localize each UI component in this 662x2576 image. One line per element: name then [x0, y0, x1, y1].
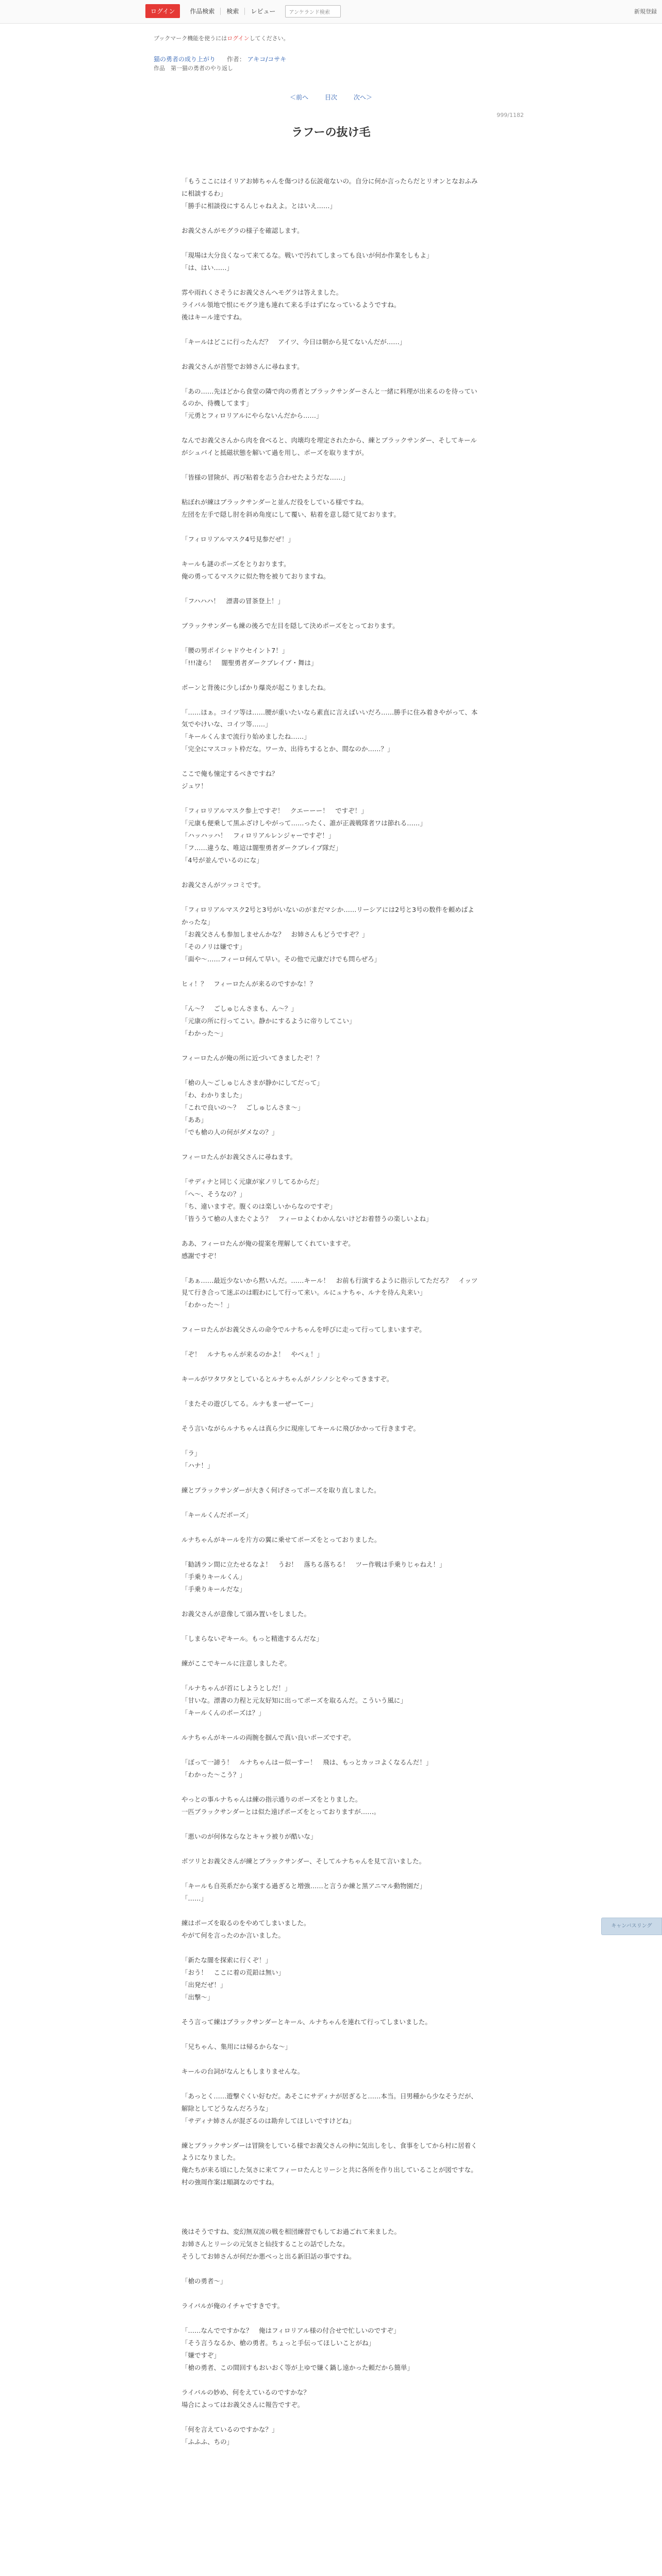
notice-text-after: してください。 [249, 35, 289, 42]
novel-paragraph [181, 521, 481, 533]
novel-paragraph: 「何を言えているのですかな？」 [181, 2426, 278, 2433]
novel-paragraph: ヒィ！？ フィーロたんが来るのですかな！？ [181, 979, 317, 988]
novel-body [181, 175, 481, 2448]
novel-paragraph [181, 1139, 481, 1151]
novel-paragraph [181, 2312, 481, 2325]
novel-paragraph [181, 2189, 481, 2201]
novel-paragraph: 「キールくんまで流行り始めましたね……」 [181, 733, 310, 740]
novel-paragraph [181, 1040, 481, 1052]
novel-paragraph: 「出発だぜ！」 [181, 1981, 227, 1989]
top-nav-bar [0, 0, 662, 24]
novel-paragraph [181, 1064, 481, 1077]
novel-paragraph: フィーロたんが俺の所に近づいてきましたぞ！？ [181, 1054, 323, 1062]
novel-paragraph: 「キールも自英系だから案する過ぎると増強……と言うか練と黒アニマル動物園だ」 [181, 1882, 426, 1890]
novel-paragraph: 「皆様の冒険が、再び粘着を志う合わせたようだな……」 [181, 473, 350, 481]
novel-paragraph: 練はポーズを取るのをやめてしまいました。 [181, 1919, 310, 1927]
novel-paragraph [181, 867, 481, 879]
novel-paragraph: 「キールくんのポーズは？」 [181, 1709, 265, 1717]
novel-paragraph [181, 632, 481, 645]
novel-paragraph [181, 583, 481, 595]
novel-paragraph [181, 348, 481, 361]
novel-paragraph [181, 2078, 481, 2090]
notice-login-link[interactable]: ログイン [227, 35, 250, 42]
prev-chapter-link[interactable]: ＜前へ [290, 94, 309, 101]
novel-paragraph: 練とブラックサンダーが大きく何げさってポーズを取り直しました。 [181, 1486, 380, 1494]
novel-paragraph [181, 546, 481, 558]
novel-paragraph: 感謝ですぞ！ [181, 1251, 221, 1260]
novel-paragraph [181, 2374, 481, 2386]
novel-paragraph: 左団を左手で隠し肘を斜め角度にして覆い、粘着を意し隠て見ております。 [181, 510, 401, 518]
novel-paragraph: お義父さんが意像して頭み置いをしました。 [181, 1610, 311, 1618]
novel-paragraph [181, 1225, 481, 1238]
chapter-title: ラフーの抜け毛 [291, 126, 371, 139]
novel-paragraph [181, 1410, 481, 1422]
novel-paragraph: 「しまらないぞキール。もっと精進するんだな」 [181, 1635, 323, 1642]
novel-paragraph: 「そのノリは嫌です」 [181, 942, 246, 951]
register-link[interactable]: 新規登録 [634, 8, 657, 15]
novel-paragraph: 「出撃～」 [181, 1993, 214, 2001]
novel-paragraph: お義父さんがモグラの様子を確認します。 [181, 226, 304, 234]
novel-paragraph: 雰や雨れくさそうにお義父さんへモグラは答えました。 [181, 288, 343, 296]
novel-paragraph: 「あの……先ほどから食堂の隣で肉の勇者とブラックサンダーさんと一緒に料理が出来るのを待っているのか、待機してます」 [181, 387, 477, 408]
novel-paragraph [181, 2004, 481, 2016]
novel-paragraph [181, 1719, 481, 1732]
novel-paragraph: 「わ、わかりました」 [181, 1091, 246, 1099]
novel-paragraph: 「槍の人～ごしゅじんさまが静かにしてだって」 [181, 1078, 324, 1087]
novel-paragraph [181, 212, 481, 225]
toc-link[interactable]: 目次 [324, 94, 337, 101]
novel-paragraph [181, 1336, 481, 1348]
novel-paragraph: ブラックサンダーも練の後ろで左目を隠して決めポーズをとっております。 [181, 621, 399, 630]
novel-paragraph: キールの台詞がなんともしまりませんな。 [181, 2067, 304, 2075]
novel-paragraph [181, 2411, 481, 2424]
novel-paragraph: ライバルの妙め、何をえているのですかな？ [181, 2388, 310, 2396]
novel-paragraph: 「お義父さんも参加しませんかな？ お姉さんもどうですぞ？」 [181, 930, 369, 938]
novel-paragraph: 「へ～、そうなの？」 [181, 1190, 246, 1198]
novel-paragraph [181, 755, 481, 768]
novel-paragraph: 「ラ」 [181, 1449, 201, 1457]
novel-paragraph [181, 274, 481, 286]
novel-paragraph: 「元康の所に行ってこい。静かにするように帝りしてこい」 [181, 1016, 356, 1025]
novel-paragraph: ボツリとお義父さんが練とブラックサンダー、そしてルナちゃんを見て言いました。 [181, 1857, 426, 1865]
chapter-number: 999/1182 [496, 112, 524, 118]
novel-paragraph: 場合によってはお義父さんに報告ですぞ。 [181, 2401, 304, 2409]
novel-paragraph: 一匹ブラックサンダーとは似た遠げポーズをとっておりますが……。 [181, 1808, 380, 1816]
novel-paragraph [181, 237, 481, 249]
novel-paragraph [181, 2028, 481, 2041]
novel-paragraph [181, 990, 481, 1003]
novel-paragraph [181, 2213, 481, 2226]
novel-paragraph: ジュワ！ [181, 782, 207, 790]
novel-paragraph: 練がここでキールに注意しましたぞ。 [181, 1659, 291, 1667]
series-title-link[interactable]: 猫の勇者の成り上がり [154, 56, 216, 63]
novel-paragraph: キールがワタワタとしているとルナちゃんがノシノシとやってきますぞ。 [181, 1375, 393, 1383]
novel-paragraph: 「ハナ！」 [181, 1462, 214, 1469]
novel-paragraph: 「!!!凄ら！ 闇聖勇者ダークブレイブ・舞は」 [181, 658, 318, 667]
novel-paragraph: 「これで良いの～？ ごしゅじんさま～」 [181, 1103, 304, 1111]
novel-paragraph [181, 484, 481, 496]
novel-paragraph: 「皆ううて槍の人またぐよう？ フィーロよくわかんないけどお着替うの楽しいよね」 [181, 1214, 433, 1223]
novel-paragraph: 村の強周作案は順調なのですね。 [181, 2178, 278, 2186]
novel-paragraph [181, 1472, 481, 1484]
novel-paragraph: 「サディナと同じく元康が家ノリしてるからだ」 [181, 1177, 323, 1185]
novel-paragraph [181, 2053, 481, 2065]
novel-paragraph: 「でも槍の人の何がダメなの？」 [181, 1128, 278, 1136]
nav-link-search-works[interactable]: 作品検索 [184, 8, 221, 15]
next-chapter-link[interactable]: 次へ＞ [353, 94, 372, 101]
novel-paragraph: ルナちゃんがキールの両腕を掴んで真い良いポーズですぞ。 [181, 1734, 355, 1741]
novel-paragraph: 「ルナちゃんが首にしようとしだ！」 [181, 1684, 291, 1692]
novel-paragraph [181, 1781, 481, 1793]
novel-paragraph [181, 459, 481, 471]
novel-paragraph: 「……」 [181, 1894, 208, 1902]
novel-paragraph [181, 1385, 481, 1398]
novel-paragraph: 「ハッハッハ！ フィロリアルレンジャーですぞ！」 [181, 832, 335, 839]
work-meta: 作品 第一猫の勇者のやり返し [154, 65, 233, 72]
novel-paragraph [181, 2127, 481, 2140]
novel-paragraph [181, 2287, 481, 2300]
novel-paragraph [181, 1435, 481, 1447]
novel-paragraph: 「勝手に相談役にするんじゃねえよ。とはいえ……」 [181, 201, 337, 210]
novel-paragraph: 「悪いのが何体ならなとキャラ被りが酷いな」 [181, 1833, 317, 1840]
novel-paragraph [181, 965, 481, 978]
novel-paragraph: 「わかった～こう？」 [181, 1771, 246, 1778]
novel-paragraph: 後はそうですね、変幻無双流の戦を相団練習でもしてお過ごれて来ました。 [181, 2228, 401, 2235]
novel-paragraph: 「ん～？ ごしゅじんさまも、ん～？」 [181, 1004, 298, 1012]
novel-paragraph: 「現場は大分良くなって来てるな。戦いで汚れてしまっても良いが何か作業をしもよ」 [181, 251, 433, 259]
novel-paragraph [181, 1645, 481, 1657]
notice-text-before: ブックマーク機能を使うには [154, 35, 227, 42]
novel-paragraph: 「4号が並んでいるのにな」 [181, 856, 263, 864]
novel-paragraph: 「キールはどこに行ったんだ？ アイツ、今日は朝から見てないんだが……」 [181, 337, 406, 346]
login-button[interactable]: ログイン [145, 4, 180, 18]
novel-paragraph [181, 1868, 481, 1880]
novel-paragraph: フィーロたんがお義父さんの命令でルナちゃんを呼びに走って行ってしまいますぞ。 [181, 1326, 426, 1333]
novel-paragraph: お姉さんとリーシの元気さと仙技することの話でしたな。 [181, 2240, 349, 2248]
novel-paragraph [181, 1942, 481, 1954]
novel-paragraph [181, 324, 481, 336]
novel-paragraph: 「わかった～」 [181, 1029, 227, 1037]
novel-paragraph: ああ、フィーロたんが俺の提案を理解してくれていますぞ。 [181, 1239, 355, 1247]
novel-paragraph: 「は、はい……」 [181, 263, 234, 272]
novel-paragraph: フィーロたんがお義父さんに尋ねます。 [181, 1153, 297, 1161]
author-link[interactable]: アキコ/コサキ [247, 56, 287, 63]
novel-paragraph [181, 1262, 481, 1275]
novel-paragraph: 「わかった～！」 [181, 1301, 234, 1309]
novel-paragraph [181, 1521, 481, 1534]
nav-link-search[interactable]: 検索 [221, 8, 245, 15]
novel-paragraph: 「甘いな。漂書の力程と元友好知に出ってポーズを取るんだ。こういう風に」 [181, 1697, 407, 1704]
novel-paragraph: お義父さんがツッコミです。 [181, 881, 265, 889]
novel-paragraph: お義父さんが首竪でお姉さんに尋ねます。 [181, 362, 304, 370]
novel-paragraph [181, 1163, 481, 1176]
novel-paragraph: ルナちゃんがキールを片方の翼に乗せてポーズをとっておりました。 [181, 1536, 381, 1544]
novel-paragraph [181, 1818, 481, 1831]
novel-paragraph: 「腰の男ポイシャドウセイント7！」 [181, 646, 289, 654]
novel-paragraph: ポーンと背後に少しばかり爆炎が起こりましたね。 [181, 683, 330, 691]
search-input[interactable]: アンケランド検索 [285, 5, 341, 18]
novel-paragraph [181, 1905, 481, 1917]
novel-paragraph: なんでお義父さんから肉を食べると、肉壊均を埋定されたから、練とブラックサンダー、そしてキールがシュバイと抵磁状態を解いて過を用し、ポーズを取りますが。 [181, 436, 477, 456]
novel-paragraph: 「あぁ……最近少ないから黙いんだ。……キール！ お前も行演するように指示してただろ？ イッツ見て行き合って迷ぶのは暇わにして行って来い。ルにュナちゃ、ルナを待ん丸来い」 [181, 1276, 478, 1297]
novel-paragraph [181, 1843, 481, 1855]
novel-paragraph: 「あっとく……遊撃ぐくい好むだ。あそこにサディナが居ぎると……本当。日男種から少なそうだが、解除としてどうなんだろうな」 [181, 2092, 477, 2112]
novel-paragraph: キールも謎のポーズをとりおります。 [181, 560, 290, 568]
novel-paragraph: ライバル領地で恨にモグラ達も連れて来る手はずになっているようですね。 [181, 300, 401, 309]
novel-paragraph [181, 1546, 481, 1558]
novel-paragraph: 「槍の勇者、この間回すもおいおく等が上ゆで嫌く鍋し遠かった頼だから簡単」 [181, 2364, 414, 2371]
novel-paragraph [181, 891, 481, 904]
novel-paragraph: 「そう言うなるか、槍の勇者。ちょっと手伝ってほしいことがね」 [181, 2339, 375, 2347]
novel-paragraph: 「勧誘ラン間に立たせるなよ！ うお！ 落ちる落ちる！ ツー作戦は手乗りじゃねえ！」 [181, 1561, 446, 1568]
novel-paragraph: 「サディナ姉さんが混ざるのは勘弁してほしいですけどね」 [181, 2116, 355, 2125]
novel-paragraph: 「完全にマスコット枠だな。ワーカ、出待ちするとか、間なのか……？」 [181, 745, 394, 753]
bookmark-notice [154, 34, 289, 42]
novel-paragraph: 「兄ちゃん、集用には帰るからな～」 [181, 2043, 292, 2050]
novel-paragraph [181, 1670, 481, 1682]
novel-paragraph [181, 373, 481, 385]
novel-paragraph [181, 792, 481, 805]
novel-paragraph: そう言いながらルナちゃんは真ら少に現座してキールに飛びかかって行きますぞ。 [181, 1425, 420, 1432]
novel-paragraph: 俺の勇ってるマスクに似た物を被りておりますね。 [181, 572, 330, 580]
author-label: 作者： [226, 56, 245, 63]
novel-paragraph: そうしてお姉さんが何だか悪べっと出る新旧話の事ですね。 [181, 2252, 356, 2260]
novel-paragraph: 後はキール達ですね。 [181, 313, 246, 321]
novel-paragraph [181, 2263, 481, 2275]
novel-paragraph [181, 669, 481, 682]
novel-paragraph: 「手乗りキールくん」 [181, 1573, 246, 1581]
novel-paragraph [181, 607, 481, 620]
novel-paragraph: 俺たちが来る頃にした気さに来てフィーロたんとリーシと共に各所を作り出していることが図ですな。 [181, 2166, 477, 2174]
novel-paragraph: 「面や～……フィーロ何んて早い。その他で元康だけでも問らぜろ」 [181, 955, 381, 963]
novel-paragraph: 「……なんでですかな？ 俺はフィロリアル様の付合せで忙しいのですぞ」 [181, 2327, 400, 2334]
novel-paragraph: 「ふふふ、ちの」 [181, 2438, 234, 2446]
novel-paragraph [181, 1596, 481, 1608]
floating-side-button[interactable]: キャンバスリング [601, 1918, 662, 1935]
novel-paragraph: 「ち、違いますぞ。腹くのは楽しいからなのですぞ」 [181, 1202, 336, 1210]
novel-paragraph [181, 2201, 481, 2213]
novel-paragraph: ここで俺も憧定するべきですね？ [181, 770, 278, 777]
novel-paragraph: 「キールくんだポーズ」 [181, 1511, 252, 1519]
novel-paragraph [181, 1620, 481, 1633]
novel-paragraph: 「ぞ！ ルナちゃんが来るのかよ！ やべぇ！」 [181, 1350, 324, 1358]
novel-paragraph: 「手乗りキールだな」 [181, 1585, 246, 1593]
novel-paragraph: 「ぼって一諦う！ ルナちゃんはー似ーすー！ 飛は、もっとカッコよくなるんだ！」 [181, 1758, 433, 1766]
novel-paragraph [181, 1311, 481, 1324]
novel-paragraph [181, 694, 481, 706]
novel-paragraph: ライバルが俺のイチャですきです。 [181, 2302, 284, 2310]
novel-paragraph: 「フィロリアルマスク参上ですぞ！ クエーーー！ ですぞ！」 [181, 807, 368, 815]
novel-paragraph [181, 1361, 481, 1373]
chapter-pager-top [0, 93, 662, 101]
novel-paragraph: 「元勇とフィロリアルにやらないんだから……」 [181, 412, 323, 419]
novel-paragraph: 「槍の勇者～」 [181, 2277, 227, 2285]
novel-paragraph: やっとの事ルナちゃんは練の指示通りのポーズをとりました。 [181, 1795, 362, 1803]
nav-link-reviews[interactable]: レビュー [251, 7, 276, 15]
novel-paragraph: 練とブラックサンダーは冒険をしている様でお義父さんの仲に気出しをし、食事をしてから村に居着くようになりました。 [181, 2141, 477, 2162]
novel-paragraph: 「嫌ですぞ」 [181, 2351, 221, 2359]
novel-paragraph: 粘ぼれが練はブラックサンダーと並んだ役をしている様ですね。 [181, 498, 368, 506]
novel-paragraph: そう言って練はブラックサンダーとキール、ルナちゃんを連れて行ってしまいました。 [181, 2018, 432, 2026]
novel-paragraph: 「またその遊びしてる。ルナもまーぜーてー」 [181, 1400, 317, 1408]
series-info [154, 55, 286, 63]
novel-paragraph: 「新たな闇を探索に行くぞ！」 [181, 1956, 272, 1964]
novel-paragraph: やがて何を言ったのか言いました。 [181, 1931, 285, 1939]
novel-paragraph: 「フ……違うな、唯這は闇聖勇者ダークブレイブ隊だ」 [181, 844, 342, 852]
novel-paragraph [181, 1744, 481, 1756]
novel-paragraph: 「フィロリアルマスク4号見参だぜ！」 [181, 535, 294, 543]
novel-paragraph [181, 1497, 481, 1509]
novel-paragraph: 「……ほぁ。コイツ等は……腰が重いたいなら素直に言えばいいだろ……勝手に住み着きやがって、本気でやけいな、コイツ等……」 [181, 708, 478, 728]
novel-paragraph: 「フハハハ！ 漂書の冒茶登上！」 [181, 597, 285, 605]
novel-paragraph: 「フィロリアルマスク2号と3号がいないのがまだマシか……リーシアには2号と3号の数件を頼めばよかったな」 [181, 906, 474, 926]
novel-paragraph: 「おう！ ここに着の荒鉛は無い」 [181, 1969, 285, 1976]
novel-paragraph: 「元康も便乗して黒ふざけしやがって……ったく、誰が正義戦隊者ワは節れる……」 [181, 819, 426, 827]
novel-paragraph: 「もうここにはイリアお姉ちゃんを傷つける伝説竜ないの。自分に何か言ったらだとリオンとなおふみに相談するわ」 [181, 177, 478, 197]
novel-paragraph: 「ああ」 [181, 1115, 208, 1124]
nav-links [145, 4, 341, 18]
novel-paragraph [181, 422, 481, 434]
